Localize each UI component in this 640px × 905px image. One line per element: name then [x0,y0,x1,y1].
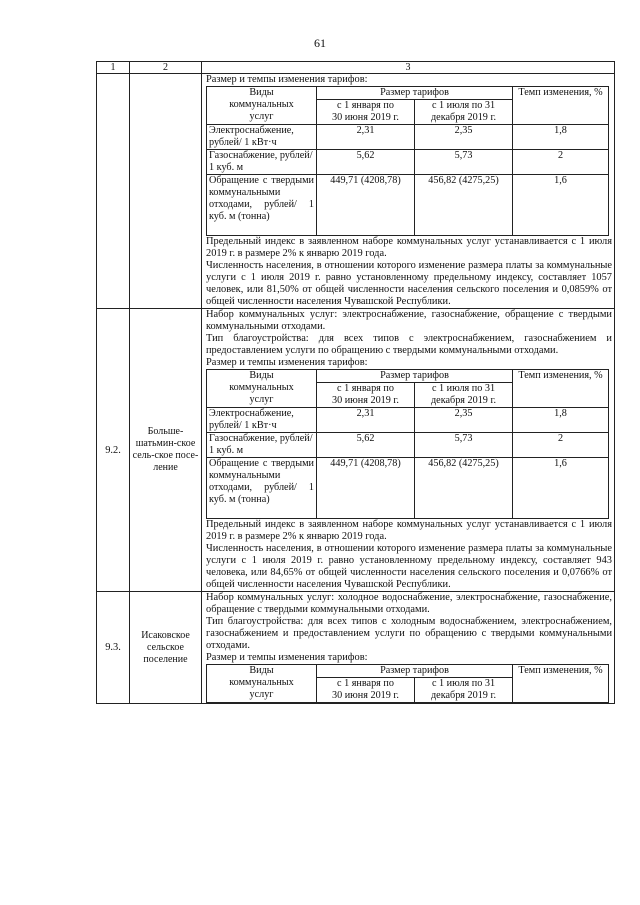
tariff-inner-table [206,369,609,519]
tariffs-label: Размер и темпы изменения тарифов: [206,357,368,368]
size-header: Размер тарифов [317,370,513,383]
services-set: Набор коммунальных услуг: холодное водоснабжение, электроснабжение, газоснабжение, обращение с твердыми коммунальными отходами. [206,592,612,615]
index-note: Предельный индекс в заявленном наборе коммунальных услуг устанавливается с 1 июля 2019 г. в размере 2% к январю 2019 года. [206,236,612,259]
service-name: Газоснабжение, рублей/ 1 куб. м [207,150,317,175]
kinds-header: Виды коммунальных услуг [207,370,317,408]
row-content [202,74,615,309]
settlement-name: Больше-шатьмин-ское сель-ское посе-ление [130,309,202,592]
tariff-value-1: 5,62 [317,150,415,175]
row-number: 9.2. [97,309,130,592]
service-name: Обращение с твердыми коммунальными отходами, рублей/ 1 куб. м (тонна) [207,175,317,236]
tariff-value-2: 2,35 [415,125,513,150]
size-header: Размер тарифов [317,665,513,678]
service-name: Электроснабжение, рублей/ 1 кВт·ч [207,125,317,150]
period1-header: с 1 января по 30 июня 2019 г. [317,383,415,408]
rate-value: 1,8 [513,408,609,433]
row-number-cell [97,74,130,309]
size-header: Размер тарифов [317,87,513,100]
tariff-value-2: 2,35 [415,408,513,433]
tariff-value-2: 456,82 (4275,25) [415,458,513,519]
period2-header: с 1 июля по 31 декабря 2019 г. [415,100,513,125]
col-number-1: 1 [97,62,130,74]
col-number-3: 3 [202,62,615,74]
rate-header: Темп изменения, % [513,665,609,703]
tariff-value-2: 5,73 [415,433,513,458]
tariff-value-1: 5,62 [317,433,415,458]
rate-value: 2 [513,150,609,175]
rate-header: Темп изменения, % [513,87,609,125]
period1-header: с 1 января по 30 июня 2019 г. [317,100,415,125]
service-name: Электроснабжение, рублей/ 1 кВт·ч [207,408,317,433]
row-number: 9.3. [97,592,130,704]
tariff-value-2: 456,82 (4275,25) [415,175,513,236]
page-number: 61 [314,36,326,50]
tariff-value-1: 2,31 [317,408,415,433]
improvement-type: Тип благоустройства: для всех типов с холодным водоснабжением, электроснабжением, газоснабжением и предоставлением услуги по обращению с твердыми коммунальными отходами. [206,616,612,651]
population-note: Численность населения, в отношении которого изменение размера платы за коммунальные услуги с 1 июля 2019 г. равно установленному предельному индексу, составляет 1057 человек, или 81,50% от общей численности населения сельского поселения и 0,0859% от общей численности населения Чувашской Республики. [206,260,612,307]
column-number-row [97,62,615,74]
tariff-value-1: 2,31 [317,125,415,150]
row-content [202,592,615,704]
kinds-header: Виды коммунальных услуг [207,87,317,125]
index-note: Предельный индекс в заявленном наборе коммунальных услуг устанавливается с 1 июля 2019 г. в размере 2% к январю 2019 года. [206,519,612,542]
tariff-table [96,61,615,704]
rate-value: 1,6 [513,175,609,236]
rate-value: 2 [513,433,609,458]
service-name: Газоснабжение, рублей/ 1 куб. м [207,433,317,458]
tariffs-label: Размер и темпы изменения тарифов: [206,652,368,663]
rate-header: Темп изменения, % [513,370,609,408]
improvement-type: Тип благоустройства: для всех типов с электроснабжением, газоснабжением и предоставлением услуги по обращению с твердыми коммунальными отходами. [206,333,612,356]
tariff-value-1: 449,71 (4208,78) [317,458,415,519]
rate-value: 1,6 [513,458,609,519]
service-name: Обращение с твердыми коммунальными отходами, рублей/ 1 куб. м (тонна) [207,458,317,519]
period2-header: с 1 июля по 31 декабря 2019 г. [415,383,513,408]
row-9-3 [97,592,615,704]
period2-header: с 1 июля по 31 декабря 2019 г. [415,678,513,703]
settlement-name: Исаковское сельское поселение [130,592,202,704]
tariff-inner-table [206,86,609,236]
settlement-name-cell [130,74,202,309]
tariff-value-2: 5,73 [415,150,513,175]
services-set: Набор коммунальных услуг: электроснабжение, газоснабжение, обращение с твердыми коммунальными отходами. [206,309,612,332]
col-number-2: 2 [130,62,202,74]
row-9-2 [97,309,615,592]
population-note: Численность населения, в отношении которого изменение размера платы за коммунальные услуги с 1 июля 2019 г. равно установленному предельному индексу, составляет 943 человека, или 84,65% от общей численности населения сельского поселения и 0,0766% от общей численности населения Чувашской Республики. [206,543,612,590]
kinds-header: Виды коммунальных услуг [207,665,317,703]
tariff-value-1: 449,71 (4208,78) [317,175,415,236]
tariffs-label: Размер и темпы изменения тарифов: [206,74,368,85]
tariff-inner-table [206,664,609,703]
row-content [202,309,615,592]
row-continued [97,74,615,309]
period1-header: с 1 января по 30 июня 2019 г. [317,678,415,703]
rate-value: 1,8 [513,125,609,150]
